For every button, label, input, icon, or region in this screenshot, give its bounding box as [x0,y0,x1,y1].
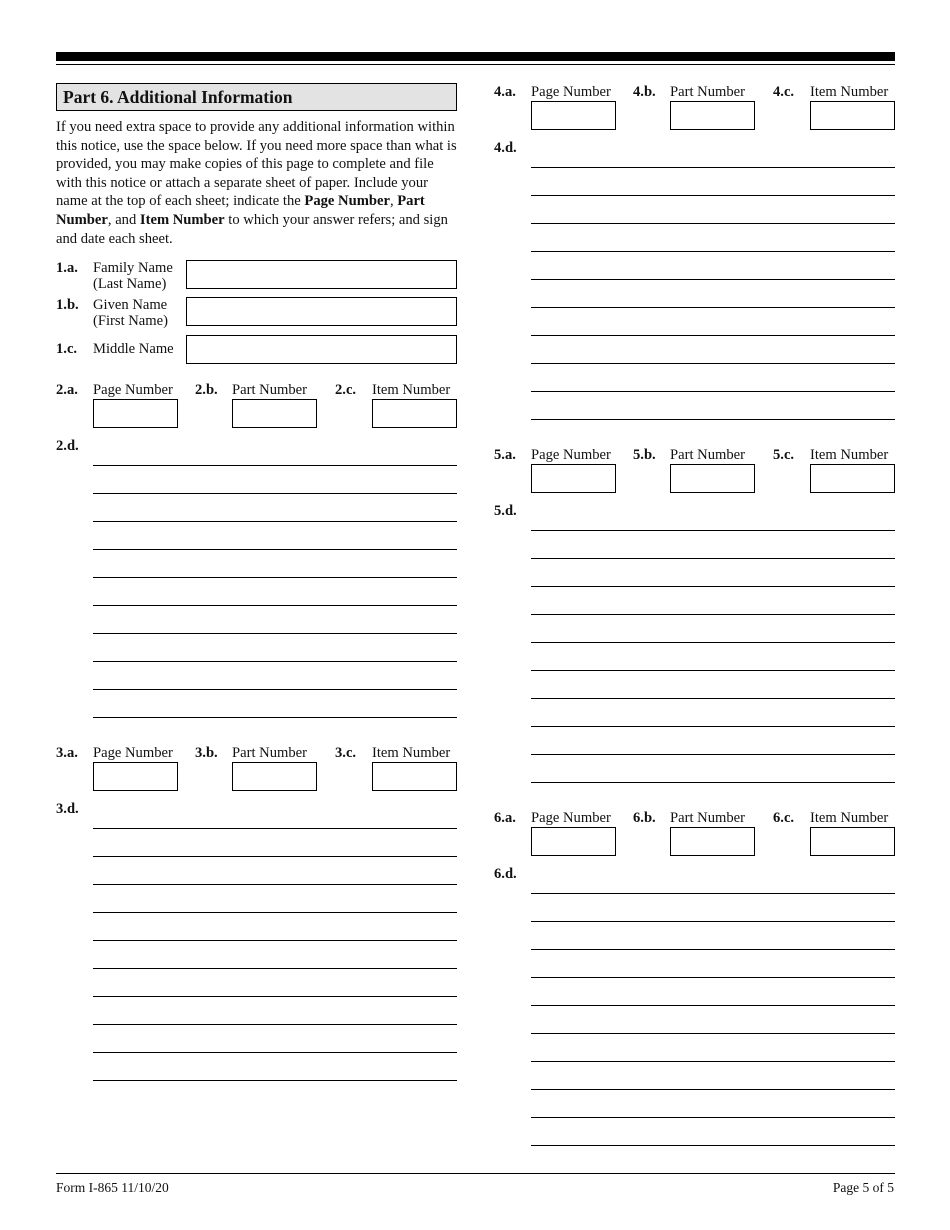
answer-line[interactable] [531,698,895,699]
answer-line[interactable] [93,968,457,969]
item-number: 5.c. [773,447,795,463]
top-rule-thick [56,52,895,61]
part-number-input[interactable] [670,827,755,856]
answer-line[interactable] [531,251,895,252]
item-number: 6.a. [494,810,516,826]
answer-line[interactable] [531,279,895,280]
answer-line[interactable] [93,633,457,634]
answer-line[interactable] [93,661,457,662]
answer-line[interactable] [531,642,895,643]
given-name-label: Given Name [93,297,168,313]
item-number: 5.b. [633,447,656,463]
part-number-label: Part Number [670,84,745,100]
top-rule-thin [56,64,895,65]
item-number: 3.c. [335,745,357,761]
item-number-label: Item Number [810,447,889,463]
item-number: 6.c. [773,810,795,826]
middle-name-input[interactable] [186,335,457,364]
given-name-label-sub: (First Name) [93,313,168,329]
item-number: 1.a. [56,260,78,276]
item-number: 1.c. [56,341,78,357]
answer-line[interactable] [531,419,895,420]
page-number-input[interactable] [531,464,616,493]
item-number-input[interactable] [372,399,457,428]
item-number: 3.b. [195,745,218,761]
page-indicator: Page 5 of 5 [832,1180,894,1195]
item-number: 6.b. [633,810,656,826]
part-number-input[interactable] [232,399,317,428]
item-number: 2.b. [195,382,218,398]
answer-line[interactable] [531,893,895,894]
answer-line[interactable] [93,1024,457,1025]
answer-line[interactable] [531,921,895,922]
answer-line[interactable] [93,828,457,829]
answer-line[interactable] [93,1052,457,1053]
answer-line[interactable] [93,493,457,494]
family-name-label-sub: (Last Name) [93,276,167,292]
answer-line[interactable] [531,195,895,196]
family-name-label: Family Name [93,260,173,276]
answer-line[interactable] [531,1145,895,1146]
page-number-label: Page Number [93,382,173,398]
answer-line[interactable] [531,167,895,168]
item-number: 3.d. [56,801,79,817]
answer-line[interactable] [531,1033,895,1034]
given-name-input[interactable] [186,297,457,326]
item-number-label: Item Number [810,84,889,100]
page-number-input[interactable] [93,762,178,791]
item-number: 2.c. [335,382,357,398]
part-number-label: Part Number [232,382,307,398]
item-number: 4.d. [494,140,517,156]
answer-line[interactable] [93,689,457,690]
part-number-label: Part Number [670,447,745,463]
page-number-label: Page Number [93,745,173,761]
answer-line[interactable] [93,605,457,606]
form-identifier: Form I-865 11/10/20 [56,1180,169,1195]
item-number: 5.a. [494,447,516,463]
item-number: 4.b. [633,84,656,100]
item-number-input[interactable] [810,827,895,856]
answer-line[interactable] [93,549,457,550]
answer-line[interactable] [93,577,457,578]
item-number-label: Item Number [372,382,451,398]
part-number-input[interactable] [232,762,317,791]
answer-line[interactable] [531,1117,895,1118]
item-number: 4.a. [494,84,516,100]
item-number: 1.b. [56,297,79,313]
answer-line[interactable] [93,856,457,857]
part-number-label: Part Number [232,745,307,761]
answer-line[interactable] [531,614,895,615]
answer-line[interactable] [93,996,457,997]
answer-line[interactable] [531,586,895,587]
answer-line[interactable] [93,521,457,522]
page-number-label: Page Number [531,84,611,100]
instructions-text: If you need extra space to provide any additional information within this notice, use the space below. If you need more space than what is provided, you may make copies of this page to complete and file with this notice or attach a separate sheet of paper. Include your name at the top of each sheet; indicate the Page Number, Part Number, and Item Number to which your answer refers; and sign and date each sheet. [56,119,457,247]
item-number: 3.a. [56,745,78,761]
answer-line[interactable] [531,726,895,727]
answer-line[interactable] [531,530,895,531]
answer-line[interactable] [531,307,895,308]
answer-line[interactable] [531,335,895,336]
answer-line[interactable] [531,782,895,783]
item-number: 2.a. [56,382,78,398]
page-number-input[interactable] [93,399,178,428]
answer-line[interactable] [531,670,895,671]
family-name-input[interactable] [186,260,457,289]
answer-line[interactable] [93,717,457,718]
answer-line[interactable] [531,977,895,978]
part-header: Part 6. Additional Information [56,83,457,111]
answer-line[interactable] [531,223,895,224]
item-number: 4.c. [773,84,795,100]
answer-line[interactable] [531,949,895,950]
answer-line[interactable] [531,1061,895,1062]
part-number-input[interactable] [670,101,755,130]
item-number: 2.d. [56,438,79,454]
answer-line[interactable] [531,1089,895,1090]
item-number-input[interactable] [372,762,457,791]
middle-name-label: Middle Name [93,341,174,357]
answer-line[interactable] [93,465,457,466]
page-number-input[interactable] [531,101,616,130]
item-number-input[interactable] [810,101,895,130]
item-number: 6.d. [494,866,517,882]
footer-rule [56,1173,895,1174]
page-number-label: Page Number [531,447,611,463]
answer-line[interactable] [93,1080,457,1081]
part-number-input[interactable] [670,464,755,493]
item-number-label: Item Number [810,810,889,826]
answer-line[interactable] [531,391,895,392]
part-number-label: Part Number [670,810,745,826]
item-number-label: Item Number [372,745,451,761]
answer-line[interactable] [531,363,895,364]
page-number-input[interactable] [531,827,616,856]
answer-line[interactable] [531,558,895,559]
answer-line[interactable] [93,884,457,885]
item-number: 5.d. [494,503,517,519]
item-number-input[interactable] [810,464,895,493]
answer-line[interactable] [531,754,895,755]
answer-line[interactable] [93,912,457,913]
answer-line[interactable] [531,1005,895,1006]
answer-line[interactable] [93,940,457,941]
page-number-label: Page Number [531,810,611,826]
